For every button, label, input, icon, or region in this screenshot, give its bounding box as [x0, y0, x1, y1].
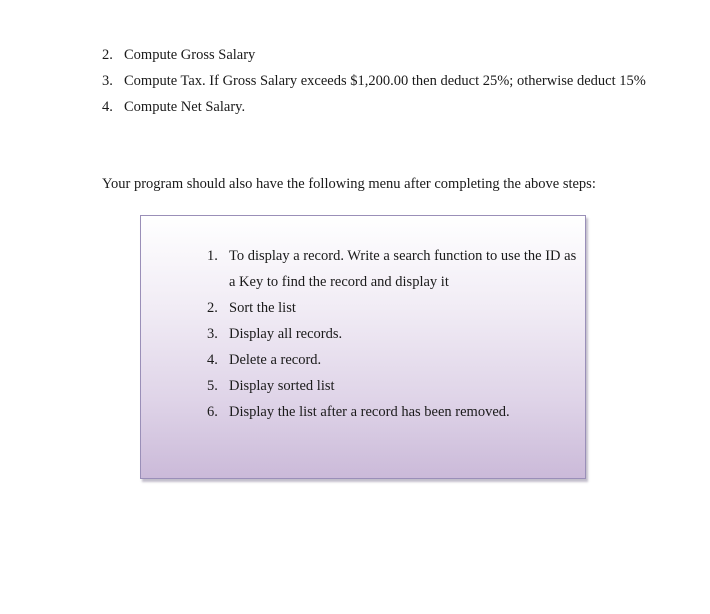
menu-item	[207, 321, 577, 347]
list-text: Compute Gross Salary	[124, 47, 256, 63]
menu-text: Display sorted list	[229, 378, 335, 394]
list-number: 4.	[102, 99, 113, 115]
list-number: 2.	[102, 47, 113, 63]
menu-item	[207, 347, 577, 373]
menu-intro-paragraph: Your program should also have the following menu after completing the above steps:	[102, 176, 596, 192]
list-text: Compute Tax. If Gross Salary exceeds $1,200.00 then deduct 25%; otherwise deduct 15%	[124, 73, 646, 89]
menu-box	[140, 215, 586, 479]
menu-number: 3.	[207, 326, 218, 342]
steps-list	[102, 42, 662, 120]
list-item	[102, 42, 662, 68]
menu-item	[207, 399, 577, 425]
menu-number: 4.	[207, 352, 218, 368]
menu-item	[207, 373, 577, 399]
list-number: 3.	[102, 73, 113, 89]
menu-number: 5.	[207, 378, 218, 394]
list-item	[102, 94, 662, 120]
menu-text: Delete a record.	[229, 352, 322, 368]
menu-list	[207, 243, 577, 425]
menu-number: 1.	[207, 248, 218, 264]
menu-item	[207, 243, 577, 295]
menu-number: 2.	[207, 300, 218, 316]
menu-item	[207, 295, 577, 321]
list-item	[102, 68, 662, 94]
menu-text: Display all records.	[229, 326, 343, 342]
menu-text: To display a record. Write a search function to use the ID as a Key to find the record and display it	[229, 248, 577, 290]
list-text: Compute Net Salary.	[124, 99, 246, 115]
menu-text: Sort the list	[229, 300, 296, 316]
menu-text: Display the list after a record has been removed.	[229, 404, 510, 420]
menu-number: 6.	[207, 404, 218, 420]
